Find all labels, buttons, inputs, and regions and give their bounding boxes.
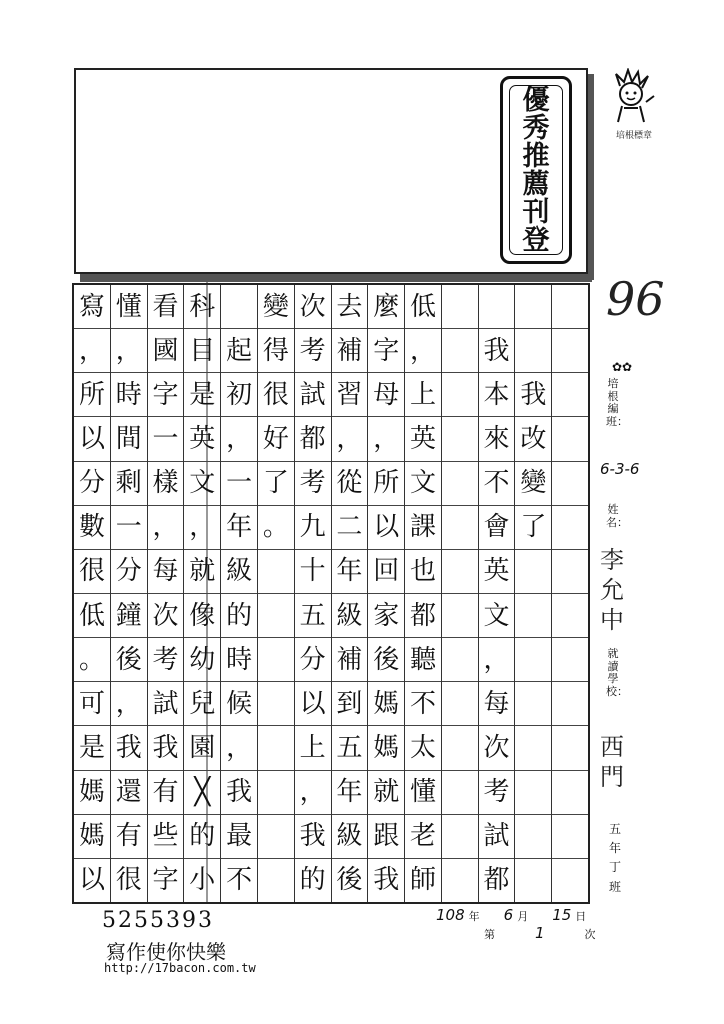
grid-cell: 科	[184, 285, 220, 329]
grid-cell: 字	[152, 865, 179, 896]
grid-cell: 低	[74, 594, 110, 638]
grid-cell: 一	[148, 417, 184, 461]
grid-cell: 媽	[368, 726, 404, 770]
grid-cell: 來	[479, 417, 515, 461]
grid-cell: 不	[479, 462, 515, 506]
grid-column	[110, 285, 147, 902]
grid-cell: 是	[74, 726, 110, 770]
grid-cell	[442, 815, 478, 859]
grid-cell: ，	[74, 329, 110, 373]
grid-cell	[442, 859, 478, 902]
grid-cell: 懂	[405, 771, 441, 815]
name-label: 姓名：	[606, 503, 628, 529]
grid-column	[331, 285, 368, 902]
grid-cell: 兒	[184, 682, 220, 726]
grid-cell: 文	[405, 462, 441, 506]
grid-cell: 字	[148, 373, 184, 417]
grid-cell	[552, 285, 588, 329]
grid-cell	[552, 638, 588, 682]
grid-column	[183, 285, 220, 902]
grid-cell: ，	[221, 417, 257, 461]
grid-cell: 國	[148, 329, 184, 373]
grid-cell	[552, 329, 588, 373]
grid-cell: 級	[332, 594, 368, 638]
grid-cell: 以	[74, 417, 110, 461]
grid-cell: 每	[148, 550, 184, 594]
grid-cell: 了	[515, 506, 551, 550]
grid-cell: 寫	[74, 285, 110, 329]
grid-cell: 到	[332, 682, 368, 726]
grid-cell	[258, 550, 294, 594]
grid-cell	[442, 417, 478, 461]
essay-code: 5255393	[102, 908, 214, 933]
grid-cell: 很	[74, 550, 110, 594]
grade-class: 五年丁班	[608, 822, 621, 894]
grid-column	[478, 285, 515, 902]
grid-column	[147, 285, 184, 902]
grid-cell: 了	[258, 462, 294, 506]
grid-cell	[442, 594, 478, 638]
grid-cell: 所	[368, 462, 404, 506]
excellent-recommendation-stamp	[500, 76, 572, 264]
grid-cell: 文	[479, 594, 515, 638]
honor-char: 薦	[522, 168, 550, 200]
grid-cell: 年	[221, 506, 257, 550]
grid-column	[551, 285, 588, 902]
count-value: 1	[535, 924, 545, 942]
grid-cell: 跟	[368, 815, 404, 859]
grid-cell	[258, 726, 294, 770]
grid-cell: 二	[332, 506, 368, 550]
grid-cell: 後	[368, 638, 404, 682]
year-value: 108	[436, 906, 465, 924]
grid-column	[74, 285, 110, 902]
grid-cell	[552, 417, 588, 461]
grid-cell: 文	[184, 462, 220, 506]
grid-cell: 懂	[111, 285, 147, 329]
stamp-box-shadow	[80, 274, 592, 282]
grid-cell	[442, 285, 478, 329]
grid-column	[367, 285, 404, 902]
grid-cell: 。	[74, 638, 110, 682]
grid-column	[404, 285, 441, 902]
grid-cell: 從	[332, 462, 368, 506]
grid-cell: 小	[189, 865, 216, 896]
class-label: 培根編班：	[606, 377, 628, 428]
grid-cell	[258, 638, 294, 682]
day-value: 15	[552, 906, 572, 924]
mascot-label: 培根標章	[615, 131, 652, 141]
grid-cell: ，	[148, 506, 184, 550]
grid-cell: 分	[111, 550, 147, 594]
grid-cell	[479, 285, 515, 329]
grid-cell	[515, 771, 551, 815]
grid-cell: 可	[74, 682, 110, 726]
grid-cell: 上	[295, 726, 331, 770]
grid-cell: 年	[332, 771, 368, 815]
grid-cell	[442, 771, 478, 815]
grid-cell: 都	[483, 865, 510, 896]
grid-cell: 我	[515, 373, 551, 417]
grid-cell	[442, 682, 478, 726]
grid-cell	[258, 815, 294, 859]
grid-cell: 一	[111, 506, 147, 550]
star-sticker: ✿✿	[612, 360, 633, 374]
grid-cell: 間	[111, 417, 147, 461]
grid-cell: 九	[295, 506, 331, 550]
grid-cell: 老	[405, 815, 441, 859]
grid-cell: 後	[111, 638, 147, 682]
grid-cell: ，	[111, 329, 147, 373]
grid-cell: 後	[336, 865, 363, 896]
grid-cell: 改	[515, 417, 551, 461]
grid-cell: 不	[226, 865, 253, 896]
grid-cell	[442, 462, 478, 506]
grid-cell: 變	[515, 462, 551, 506]
honor-char: 秀	[522, 112, 550, 144]
grid-cell: 十	[295, 550, 331, 594]
grid-cell	[515, 594, 551, 638]
grid-cell: 次	[148, 594, 184, 638]
grid-cell: 時	[221, 638, 257, 682]
grid-cell	[258, 859, 294, 902]
grid-cell: 會	[479, 506, 515, 550]
grid-cell	[515, 285, 551, 329]
grid-cell	[552, 815, 588, 859]
year-label: 年	[468, 910, 480, 923]
honor-char: 優	[522, 84, 550, 116]
grid-cell: 我	[221, 771, 257, 815]
grid-cell: 以	[295, 682, 331, 726]
grid-cell: ，	[184, 506, 220, 550]
grid-cell: 習	[332, 373, 368, 417]
date-line	[436, 906, 586, 924]
grid-cell	[552, 462, 588, 506]
grid-cell: 補	[332, 638, 368, 682]
grid-cell: 我	[479, 329, 515, 373]
grid-cell: 以	[78, 865, 105, 896]
grid-cell	[552, 594, 588, 638]
grid-cell	[552, 726, 588, 770]
grid-cell: 我	[295, 815, 331, 859]
grid-cell: 像	[184, 594, 220, 638]
grid-cell: 媽	[74, 815, 110, 859]
grid-cell	[442, 506, 478, 550]
grid-cell: 考	[295, 462, 331, 506]
grid-cell: 補	[332, 329, 368, 373]
grid-cell: 試	[295, 373, 331, 417]
grid-cell: 字	[368, 329, 404, 373]
grid-cell: 變	[258, 285, 294, 329]
grid-cell: 聽	[405, 638, 441, 682]
grid-cell: 數	[74, 506, 110, 550]
grid-cell	[552, 550, 588, 594]
grid-cell: 媽	[368, 682, 404, 726]
grid-cell: ，	[221, 726, 257, 770]
grid-cell: 次	[479, 726, 515, 770]
grid-cell: ，	[368, 417, 404, 461]
grid-cell: 的	[299, 865, 326, 896]
grid-cell: 我	[373, 865, 400, 896]
grid-cell: 也	[405, 550, 441, 594]
grid-cell: 都	[295, 417, 331, 461]
grid-column	[220, 285, 257, 902]
class-value: 6-3-6	[600, 460, 640, 478]
school-label: 就讀學校：	[606, 647, 628, 698]
grid-cell	[515, 550, 551, 594]
grid-cell: ，	[405, 329, 441, 373]
grid-cell: 很	[115, 865, 142, 896]
stamp-box-shadow	[588, 74, 594, 280]
grid-cell: ，	[332, 417, 368, 461]
honor-char: 推	[522, 140, 550, 172]
grid-cell: 時	[111, 373, 147, 417]
slogan: 寫作使你快樂	[106, 940, 226, 964]
grid-cell: 去	[332, 285, 368, 329]
grid-cell: 幼	[184, 638, 220, 682]
grid-cell: 就	[368, 771, 404, 815]
grid-cell	[515, 682, 551, 726]
grid-cell: 些	[148, 815, 184, 859]
grid-cell: 媽	[74, 771, 110, 815]
grid-cell: 英	[184, 417, 220, 461]
grid-cell: 母	[368, 373, 404, 417]
bacon-mascot-icon	[606, 68, 656, 124]
grid-cell: 太	[405, 726, 441, 770]
grid-cell: 是	[184, 373, 220, 417]
grid-cell: 師	[409, 865, 436, 896]
grid-cell	[442, 329, 478, 373]
grid-cell: 回	[368, 550, 404, 594]
writing-grid	[72, 283, 590, 904]
grid-cell: 不	[405, 682, 441, 726]
grid-cell	[442, 373, 478, 417]
grid-cell	[258, 594, 294, 638]
grid-cell	[552, 682, 588, 726]
count-prefix: 第	[484, 928, 495, 941]
grid-cell	[442, 550, 478, 594]
grid-cell: 就	[184, 550, 220, 594]
grid-cell: 五	[332, 726, 368, 770]
grid-cell: 看	[148, 285, 184, 329]
grid-cell: 我	[111, 726, 147, 770]
grid-cell: 本	[479, 373, 515, 417]
grid-cell: 初	[221, 373, 257, 417]
grid-cell	[221, 285, 257, 329]
grid-column	[514, 285, 551, 902]
grid-cell	[552, 373, 588, 417]
grid-cell: 級	[332, 815, 368, 859]
grid-cell: 五	[295, 594, 331, 638]
grid-cell: 。	[258, 506, 294, 550]
grid-column	[257, 285, 294, 902]
grid-cell: 考	[295, 329, 331, 373]
grid-cell: 級	[221, 550, 257, 594]
grid-cell: 每	[479, 682, 515, 726]
grid-cell: 年	[332, 550, 368, 594]
grid-cell: 以	[368, 506, 404, 550]
grid-cell: 次	[295, 285, 331, 329]
day-label: 日	[575, 910, 587, 923]
grid-cell	[515, 329, 551, 373]
grid-cell: 家	[368, 594, 404, 638]
grid-cell: 分	[295, 638, 331, 682]
grid-cell: 有	[111, 815, 147, 859]
grid-cell	[552, 859, 588, 902]
grid-cell	[515, 638, 551, 682]
grid-cell: 試	[479, 815, 515, 859]
grid-cell	[442, 726, 478, 770]
grid-cell: 考	[148, 638, 184, 682]
grid-cell: 好	[258, 417, 294, 461]
count-line	[484, 924, 596, 942]
grid-cell: 得	[258, 329, 294, 373]
grid-cell: 所	[74, 373, 110, 417]
grid-cell	[258, 771, 294, 815]
grid-cell	[442, 638, 478, 682]
grid-cell	[552, 771, 588, 815]
grid-cell: 上	[405, 373, 441, 417]
grid-cell: 課	[405, 506, 441, 550]
grid-cell	[258, 682, 294, 726]
grid-cell: 起	[221, 329, 257, 373]
name-value: 李允中	[600, 546, 624, 634]
website-url: http://17bacon.com.tw	[104, 961, 256, 975]
grid-cell: ，	[111, 682, 147, 726]
grid-cell	[515, 726, 551, 770]
honor-char: 刊	[522, 196, 550, 228]
grid-cell: 低	[405, 285, 441, 329]
grid-column	[441, 285, 478, 902]
grid-cell: ╳	[184, 771, 220, 815]
grid-cell: 試	[148, 682, 184, 726]
month-value: 6	[503, 906, 514, 924]
grid-cell: 考	[479, 771, 515, 815]
grid-cell: 分	[74, 462, 110, 506]
grid-cell: 還	[111, 771, 147, 815]
grid-cell: 一	[221, 462, 257, 506]
month-label: 月	[517, 910, 529, 923]
grid-cell: 的	[221, 594, 257, 638]
grid-cell: 很	[258, 373, 294, 417]
grid-cell: ，	[479, 638, 515, 682]
grid-cell: 鐘	[111, 594, 147, 638]
grid-cell: 剩	[111, 462, 147, 506]
honor-char: 登	[522, 224, 550, 256]
count-suffix: 次	[584, 928, 596, 941]
grid-cell	[552, 506, 588, 550]
grid-cell: 英	[479, 550, 515, 594]
score: 96	[606, 272, 665, 326]
grid-cell: 樣	[148, 462, 184, 506]
grid-cell: ，	[295, 771, 331, 815]
grid-cell: 的	[184, 815, 220, 859]
school-value: 西門	[600, 733, 624, 791]
grid-cell: 目	[184, 329, 220, 373]
grid-cell: 有	[148, 771, 184, 815]
grid-cell: 麼	[368, 285, 404, 329]
grid-cell: 都	[405, 594, 441, 638]
grid-cell: 英	[405, 417, 441, 461]
grid-cell: 最	[221, 815, 257, 859]
grid-cell: 園	[184, 726, 220, 770]
grid-column	[294, 285, 331, 902]
grid-cell	[515, 859, 551, 902]
grid-cell	[515, 815, 551, 859]
grid-cell: 我	[148, 726, 184, 770]
grid-cell: 候	[221, 682, 257, 726]
